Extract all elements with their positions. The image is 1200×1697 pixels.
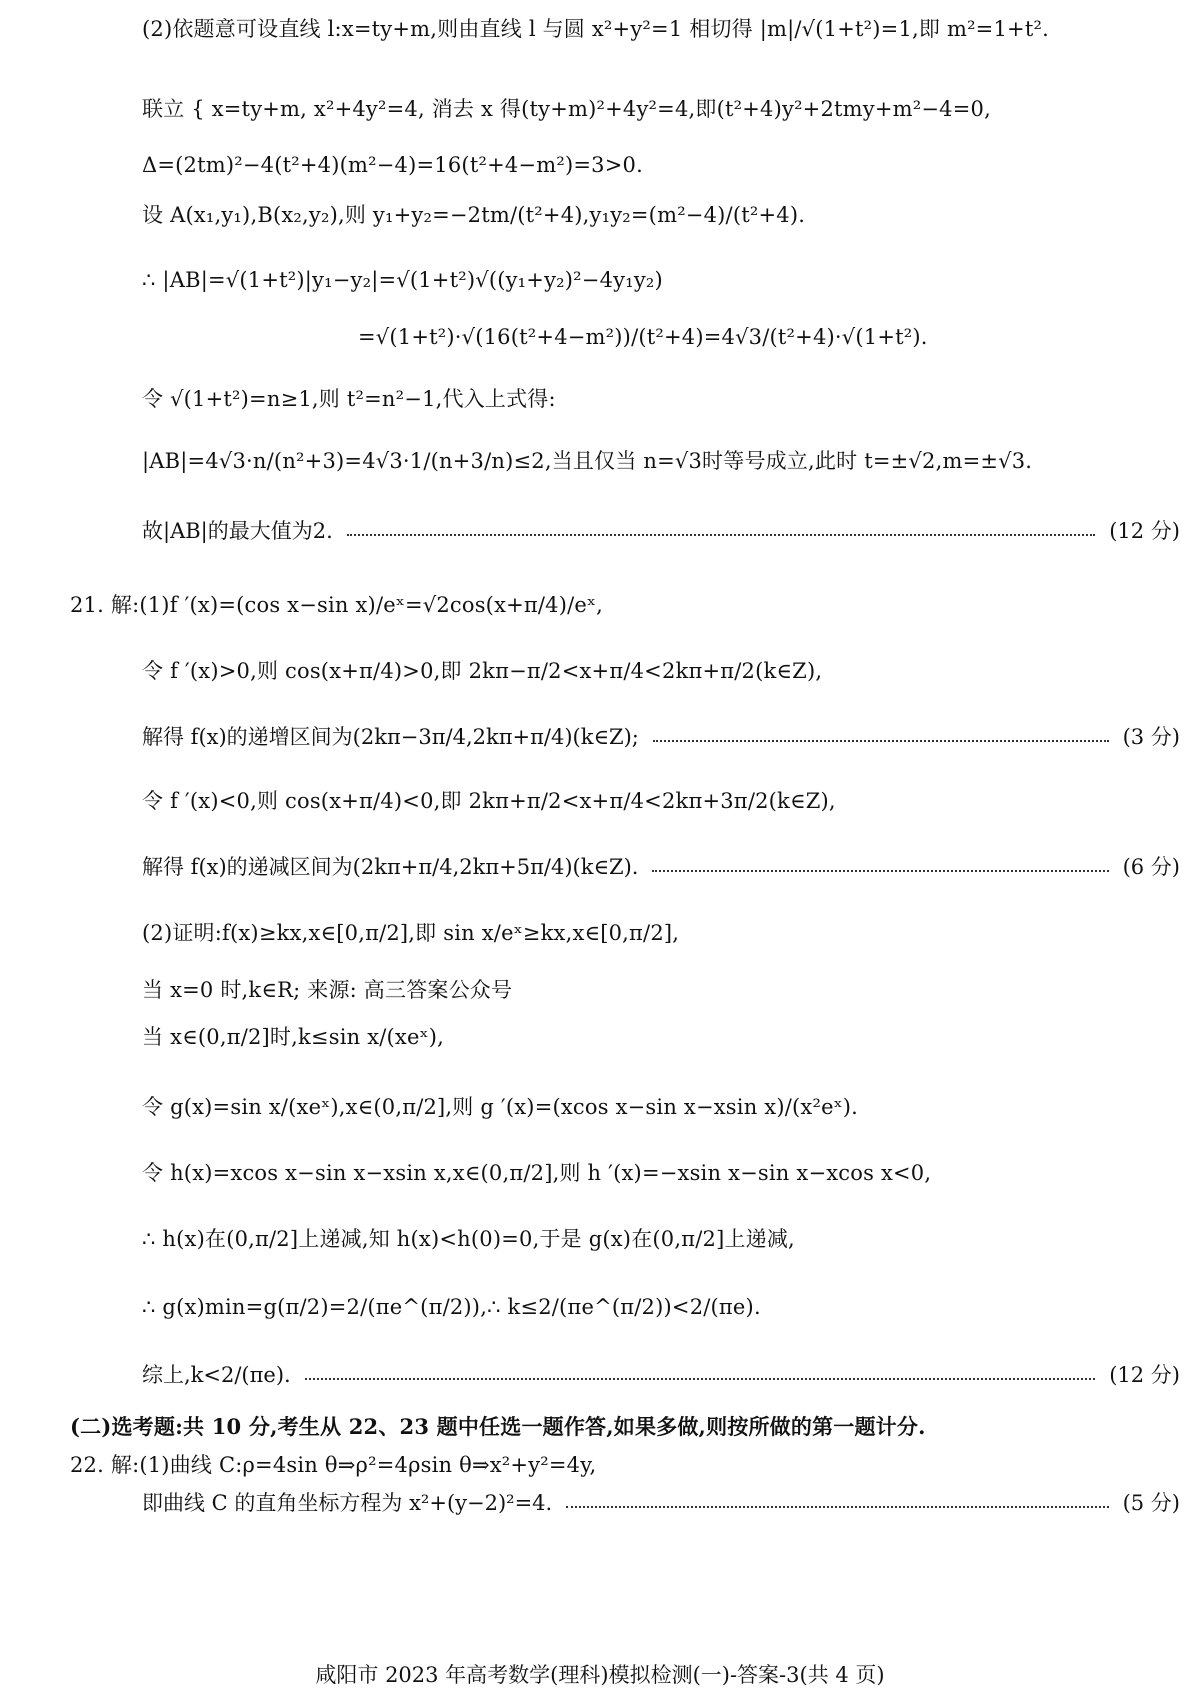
dotted-leader	[347, 534, 1095, 536]
text-line-case-zero: 当 x=0 时,k∈R; 来源: 高三答案公众号	[142, 978, 513, 1002]
text-line-monotonic: ∴ h(x)在(0,π/2]上递减,知 h(x)<h(0)=0,于是 g(x)在(0,π/2]上递减,	[142, 1227, 795, 1251]
text-line-decreasing-condition: 令 f ′(x)<0,则 cos(x+π/4)<0,即 2kπ+π/2<x+π/4<2kπ+3π/2(k∈Z),	[142, 789, 836, 813]
score-label: (12 分)	[1109, 519, 1180, 543]
text-line-q22-polar: 22. 解:(1)曲线 C:ρ=4sin θ⇒ρ²=4ρsin θ⇒x²+y²=4y,	[70, 1453, 597, 1477]
text-line-increasing-condition: 令 f ′(x)>0,则 cos(x+π/4)>0,即 2kπ−π/2<x+π/4<2kπ+π/2(k∈Z),	[142, 659, 823, 683]
score-row-3	[142, 722, 1180, 752]
text-line-chord-length: ∴ |AB|=√(1+t²)|y₁−y₂|=√(1+t²)√((y₁+y₂)²−4y₁y₂)	[142, 268, 663, 292]
text-line-discriminant: Δ=(2tm)²−4(t²+4)(m²−4)=16(t²+4−m²)=3>0.	[142, 153, 643, 177]
text-line-decreasing-interval: 解得 f(x)的递减区间为(2kπ+π/4,2kπ+5π/4)(k∈Z).	[142, 855, 639, 879]
dotted-leader	[652, 870, 1108, 872]
score-row-12a	[142, 516, 1180, 546]
text-line-minimum: ∴ g(x)min=g(π/2)=2/(πe^(π/2)),∴ k≤2/(πe^(π/2))<2/(πe).	[142, 1295, 761, 1319]
text-line-cartesian-equation: 即曲线 C 的直角坐标方程为 x²+(y−2)²=4.	[142, 1491, 553, 1515]
text-line-define-g: 令 g(x)=sin x/(xeˣ),x∈(0,π/2],则 g ′(x)=(xcos x−sin x−xsin x)/(x²eˣ).	[142, 1095, 859, 1119]
score-label: (3 分)	[1122, 725, 1180, 749]
text-line-chord-length-simplified: =√(1+t²)·√(16(t²+4−m²))/(t²+4)=4√3/(t²+4)·√(1+t²).	[358, 325, 928, 349]
text-line-system: 联立 { x=ty+m, x²+4y²=4, 消去 x 得(ty+m)²+4y²=4,即(t²+4)y²+2tmy+m²−4=0,	[142, 97, 991, 121]
text-line-conclusion: 综上,k<2/(πe).	[142, 1363, 291, 1387]
dotted-leader	[305, 1378, 1095, 1380]
text-line-substitution: 令 √(1+t²)=n≥1,则 t²=n²−1,代入上式得:	[142, 387, 556, 411]
text-line-q21-derivative: 21. 解:(1)f ′(x)=(cos x−sin x)/eˣ=√2cos(x+π/4)/eˣ,	[70, 593, 604, 617]
text-line-case-positive: 当 x∈(0,π/2]时,k≤sin x/(xeˣ),	[142, 1025, 444, 1049]
text-line-max-value: 故|AB|的最大值为2.	[142, 519, 333, 543]
section-heading-optional: (二)选考题:共 10 分,考生从 22、23 题中任选一题作答,如果多做,则按所做的第一题计分.	[70, 1414, 926, 1439]
dotted-leader	[566, 1506, 1108, 1508]
score-label: (5 分)	[1122, 1491, 1180, 1515]
page-footer: 咸阳市 2023 年高考数学(理科)模拟检测(一)-答案-3(共 4 页)	[315, 1663, 885, 1687]
dotted-leader	[653, 740, 1109, 742]
text-line-tangent-condition: (2)依题意可设直线 l:x=ty+m,则由直线 l 与圆 x²+y²=1 相切得 |m|/√(1+t²)=1,即 m²=1+t².	[142, 17, 1049, 41]
score-label: (12 分)	[1109, 1363, 1180, 1387]
score-label: (6 分)	[1122, 855, 1180, 879]
score-row-12b	[142, 1360, 1180, 1390]
text-line-define-h: 令 h(x)=xcos x−sin x−xsin x,x∈(0,π/2],则 h ′(x)=−xsin x−sin x−xcos x<0,	[142, 1161, 932, 1185]
text-line-proof-start: (2)证明:f(x)≥kx,x∈[0,π/2],即 sin x/eˣ≥kx,x∈[0,π/2],	[142, 921, 680, 945]
score-row-5	[142, 1488, 1180, 1518]
score-row-6	[142, 852, 1180, 882]
text-line-inequality: |AB|=4√3·n/(n²+3)=4√3·1/(n+3/n)≤2,当且仅当 n=√3时等号成立,此时 t=±√2,m=±√3.	[142, 449, 1033, 473]
text-line-increasing-interval: 解得 f(x)的递增区间为(2kπ−3π/4,2kπ+π/4)(k∈Z);	[142, 725, 639, 749]
text-line-vieta: 设 A(x₁,y₁),B(x₂,y₂),则 y₁+y₂=−2tm/(t²+4),y₁y₂=(m²−4)/(t²+4).	[142, 203, 806, 227]
